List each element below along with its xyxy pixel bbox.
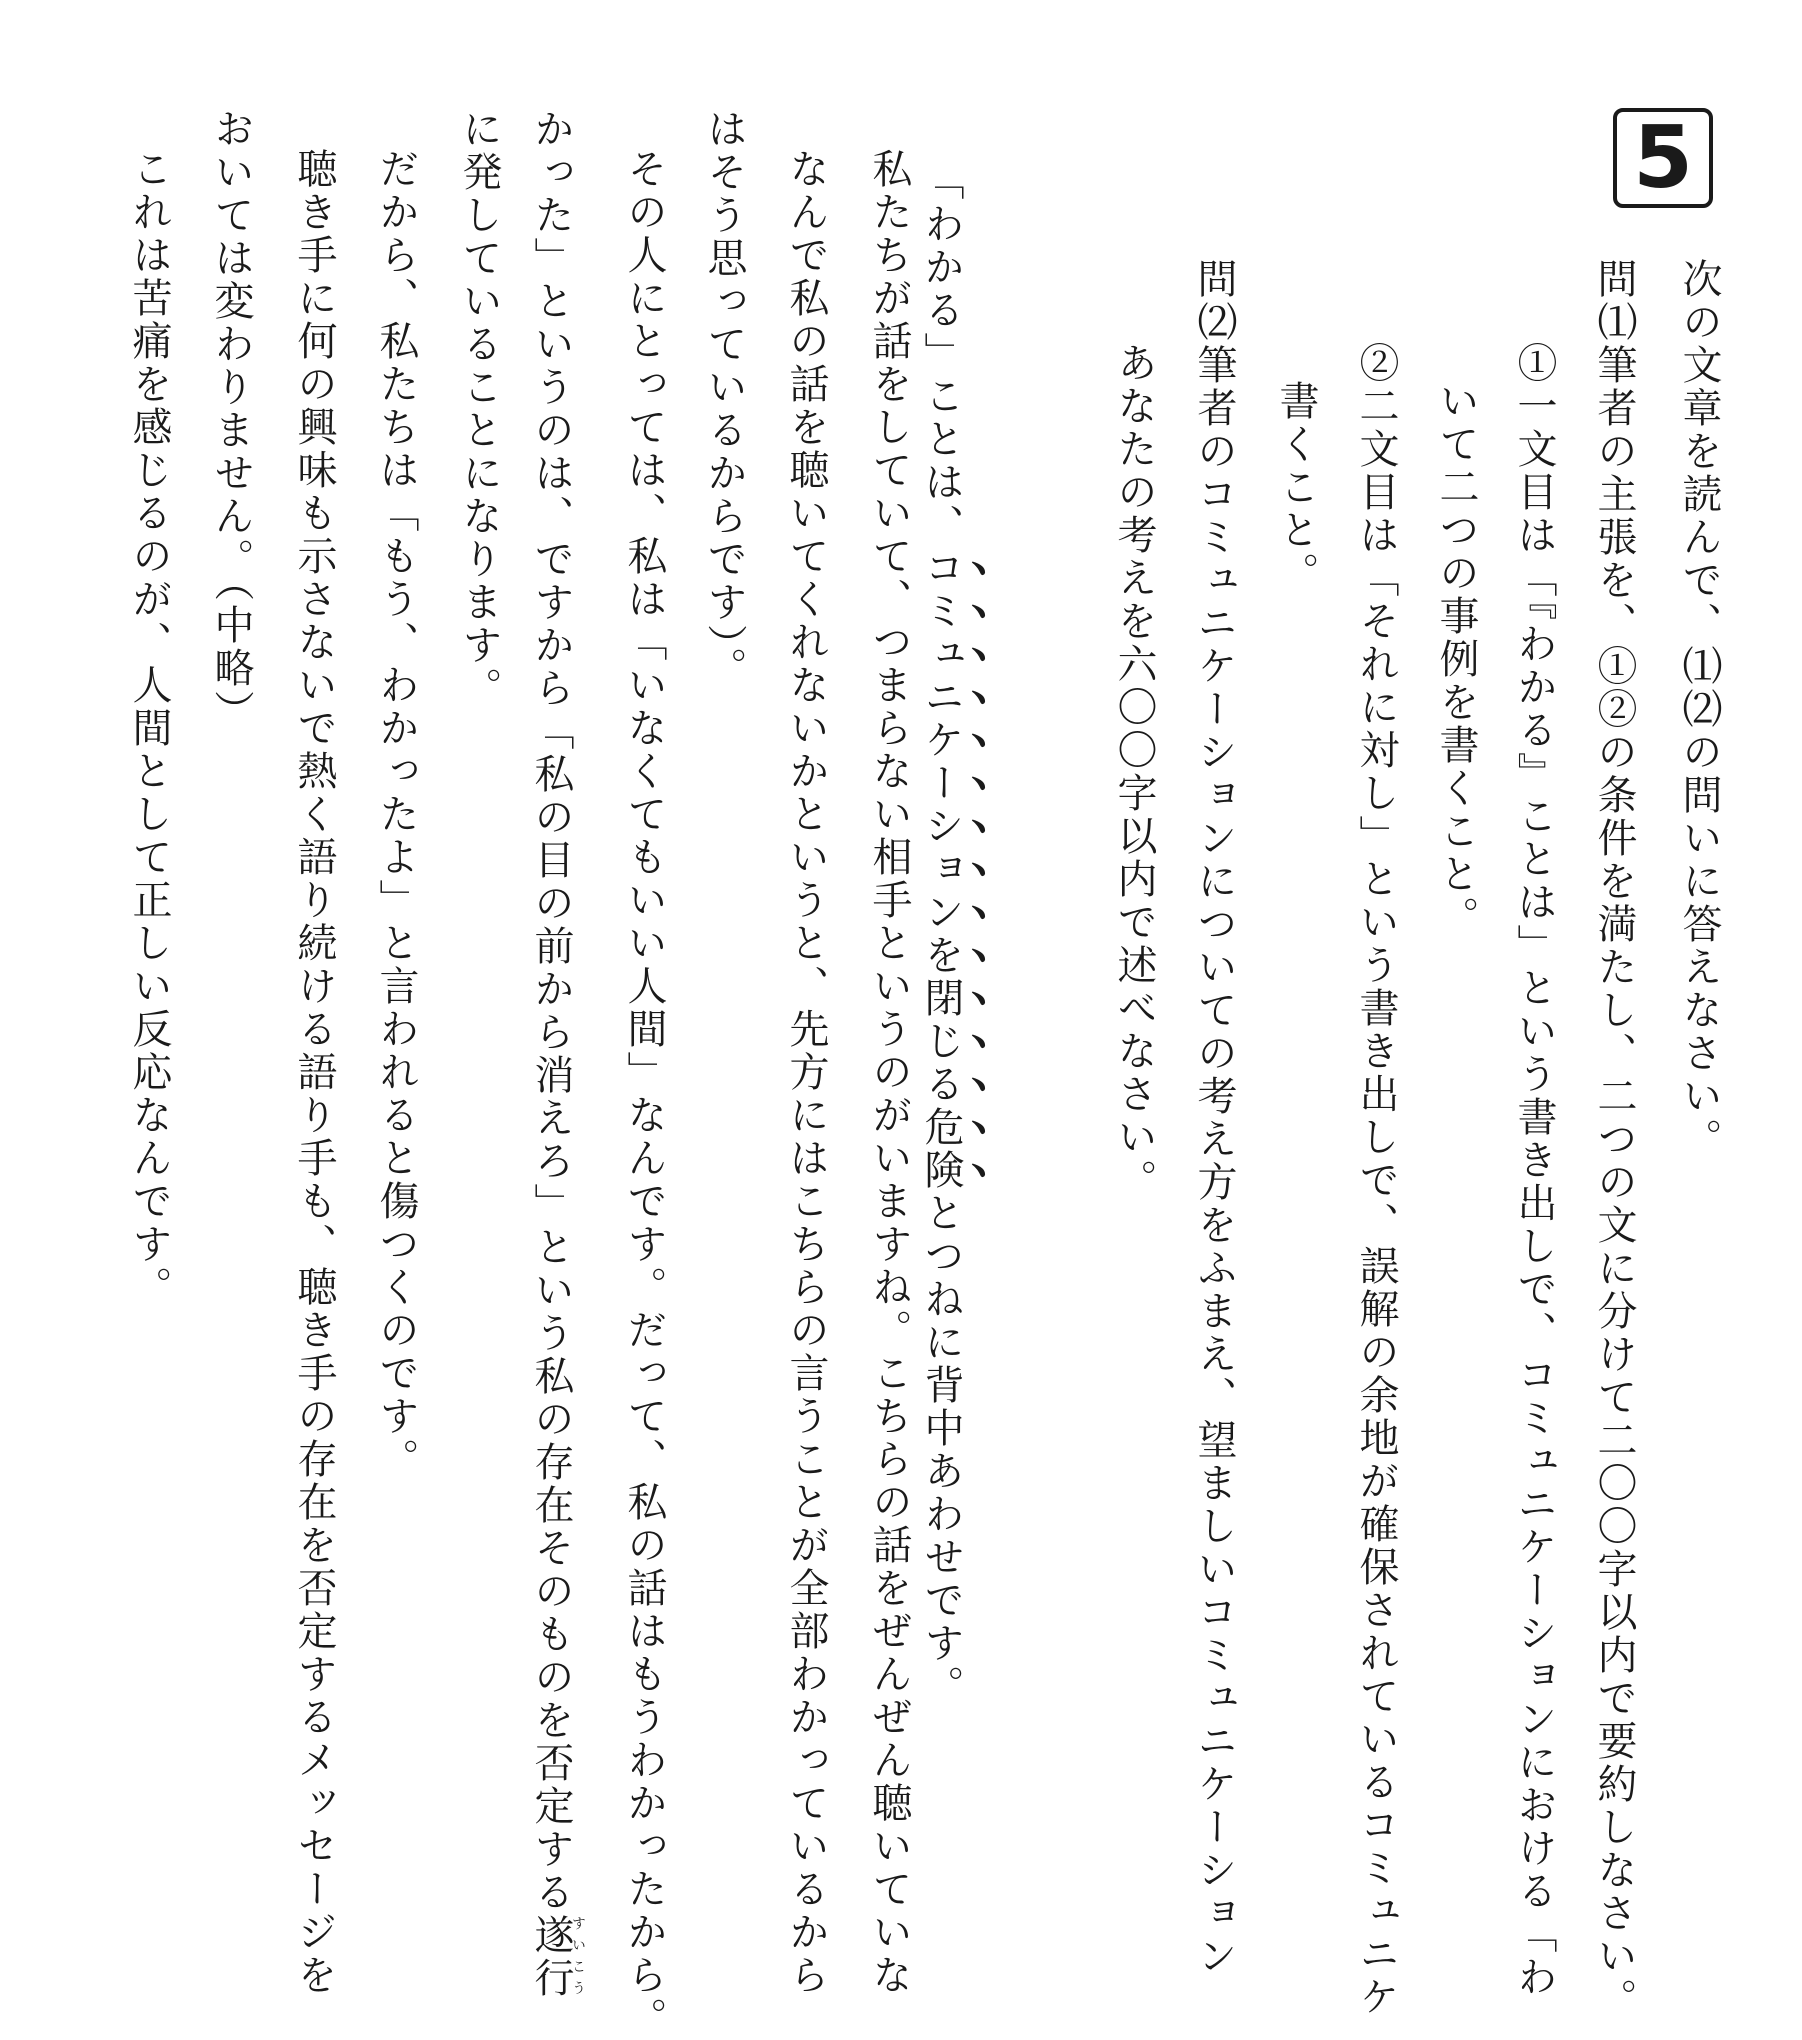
passage-paragraph-4-line-1: だから、私たちは「もう、わかったよ」と言われると傷つくのです。 [373, 148, 419, 1481]
passage-paragraph-4-line-2: 聴き手に何の興味も示さないで熱く語り続ける語り手も、聴き手の存在を否定するメッセージを [291, 148, 337, 1997]
passage-paragraph-2-line-1: 私たちが話をしていて、つまらない相手というのがいますね。こちらの話をぜんぜん聴いていな [866, 148, 912, 1997]
passage-paragraph-3-line-2 [528, 108, 586, 2000]
passage-paragraph-3-line-1: その人にとっては、私は「いなくてもいい人間」なんです。だって、私の話はもうわかったから。 [621, 148, 667, 2040]
ruby-reading: すいこう [570, 1914, 586, 2000]
question-2-line-1: 問⑵筆者のコミュニケーションについての考え方をふまえ、望ましいコミュニケーション [1191, 258, 1237, 1978]
instruction-main: 次の文章を読んで、⑴⑵の問いに答えなさい。 [1676, 258, 1722, 1161]
passage-p3-line2-text: かった」というのは、ですから「私の目の前から消えろ」という私の存在そのものを否定する [528, 108, 574, 1914]
passage-p1-post: とつねに背中あわせです。 [918, 1192, 964, 1708]
question-1: 問⑴筆者の主張を、①②の条件を満たし、二つの文に分けて二〇〇字以内で要約しなさい。 [1591, 258, 1637, 2021]
question-2-line-2: あなたの考えを六〇〇字以内で述べなさい。 [1111, 342, 1157, 1202]
question-number: 5 [1633, 108, 1693, 208]
passage-paragraph-2-line-3: はそう思っているからです）。 [701, 108, 747, 690]
ruby-suikou [528, 1914, 586, 2000]
passage-p1-pre: 「わかる」ことは、 [918, 160, 964, 547]
question-number-box [1613, 108, 1713, 208]
passage-paragraph-2-line-2: なんで私の話を聴いてくれないかというと、先方にはこちらの言うことが全部わかっているから [783, 148, 829, 1997]
question-1-condition-2-line-2: 書くこと。 [1273, 380, 1319, 595]
ruby-base: 遂行 [528, 1914, 574, 2000]
question-1-condition-1-line-2: いて二つの事例を書くこと。 [1433, 380, 1479, 939]
passage-paragraph-5-line-1: これは苦痛を感じるのが、人間として正しい反応なんです。 [126, 148, 172, 1309]
passage-p1-emphasis: コミュニケーションを閉じる危険 [918, 547, 964, 1192]
passage-paragraph-4-line-3: おいては変わりません。（中略） [208, 108, 254, 733]
question-1-condition-2-line-1: ②二文目は「それに対し」という書き出しで、誤解の余地が確保されているコミュニケ [1353, 342, 1399, 2019]
passage-paragraph-1 [918, 160, 993, 1708]
question-1-condition-1-line-1: ①一文目は「『わかる』ことは」という書き出しで、コミュニケーションにおける「わ [1511, 342, 1557, 1999]
passage-paragraph-3-line-3: に発していることになります。 [456, 108, 502, 710]
